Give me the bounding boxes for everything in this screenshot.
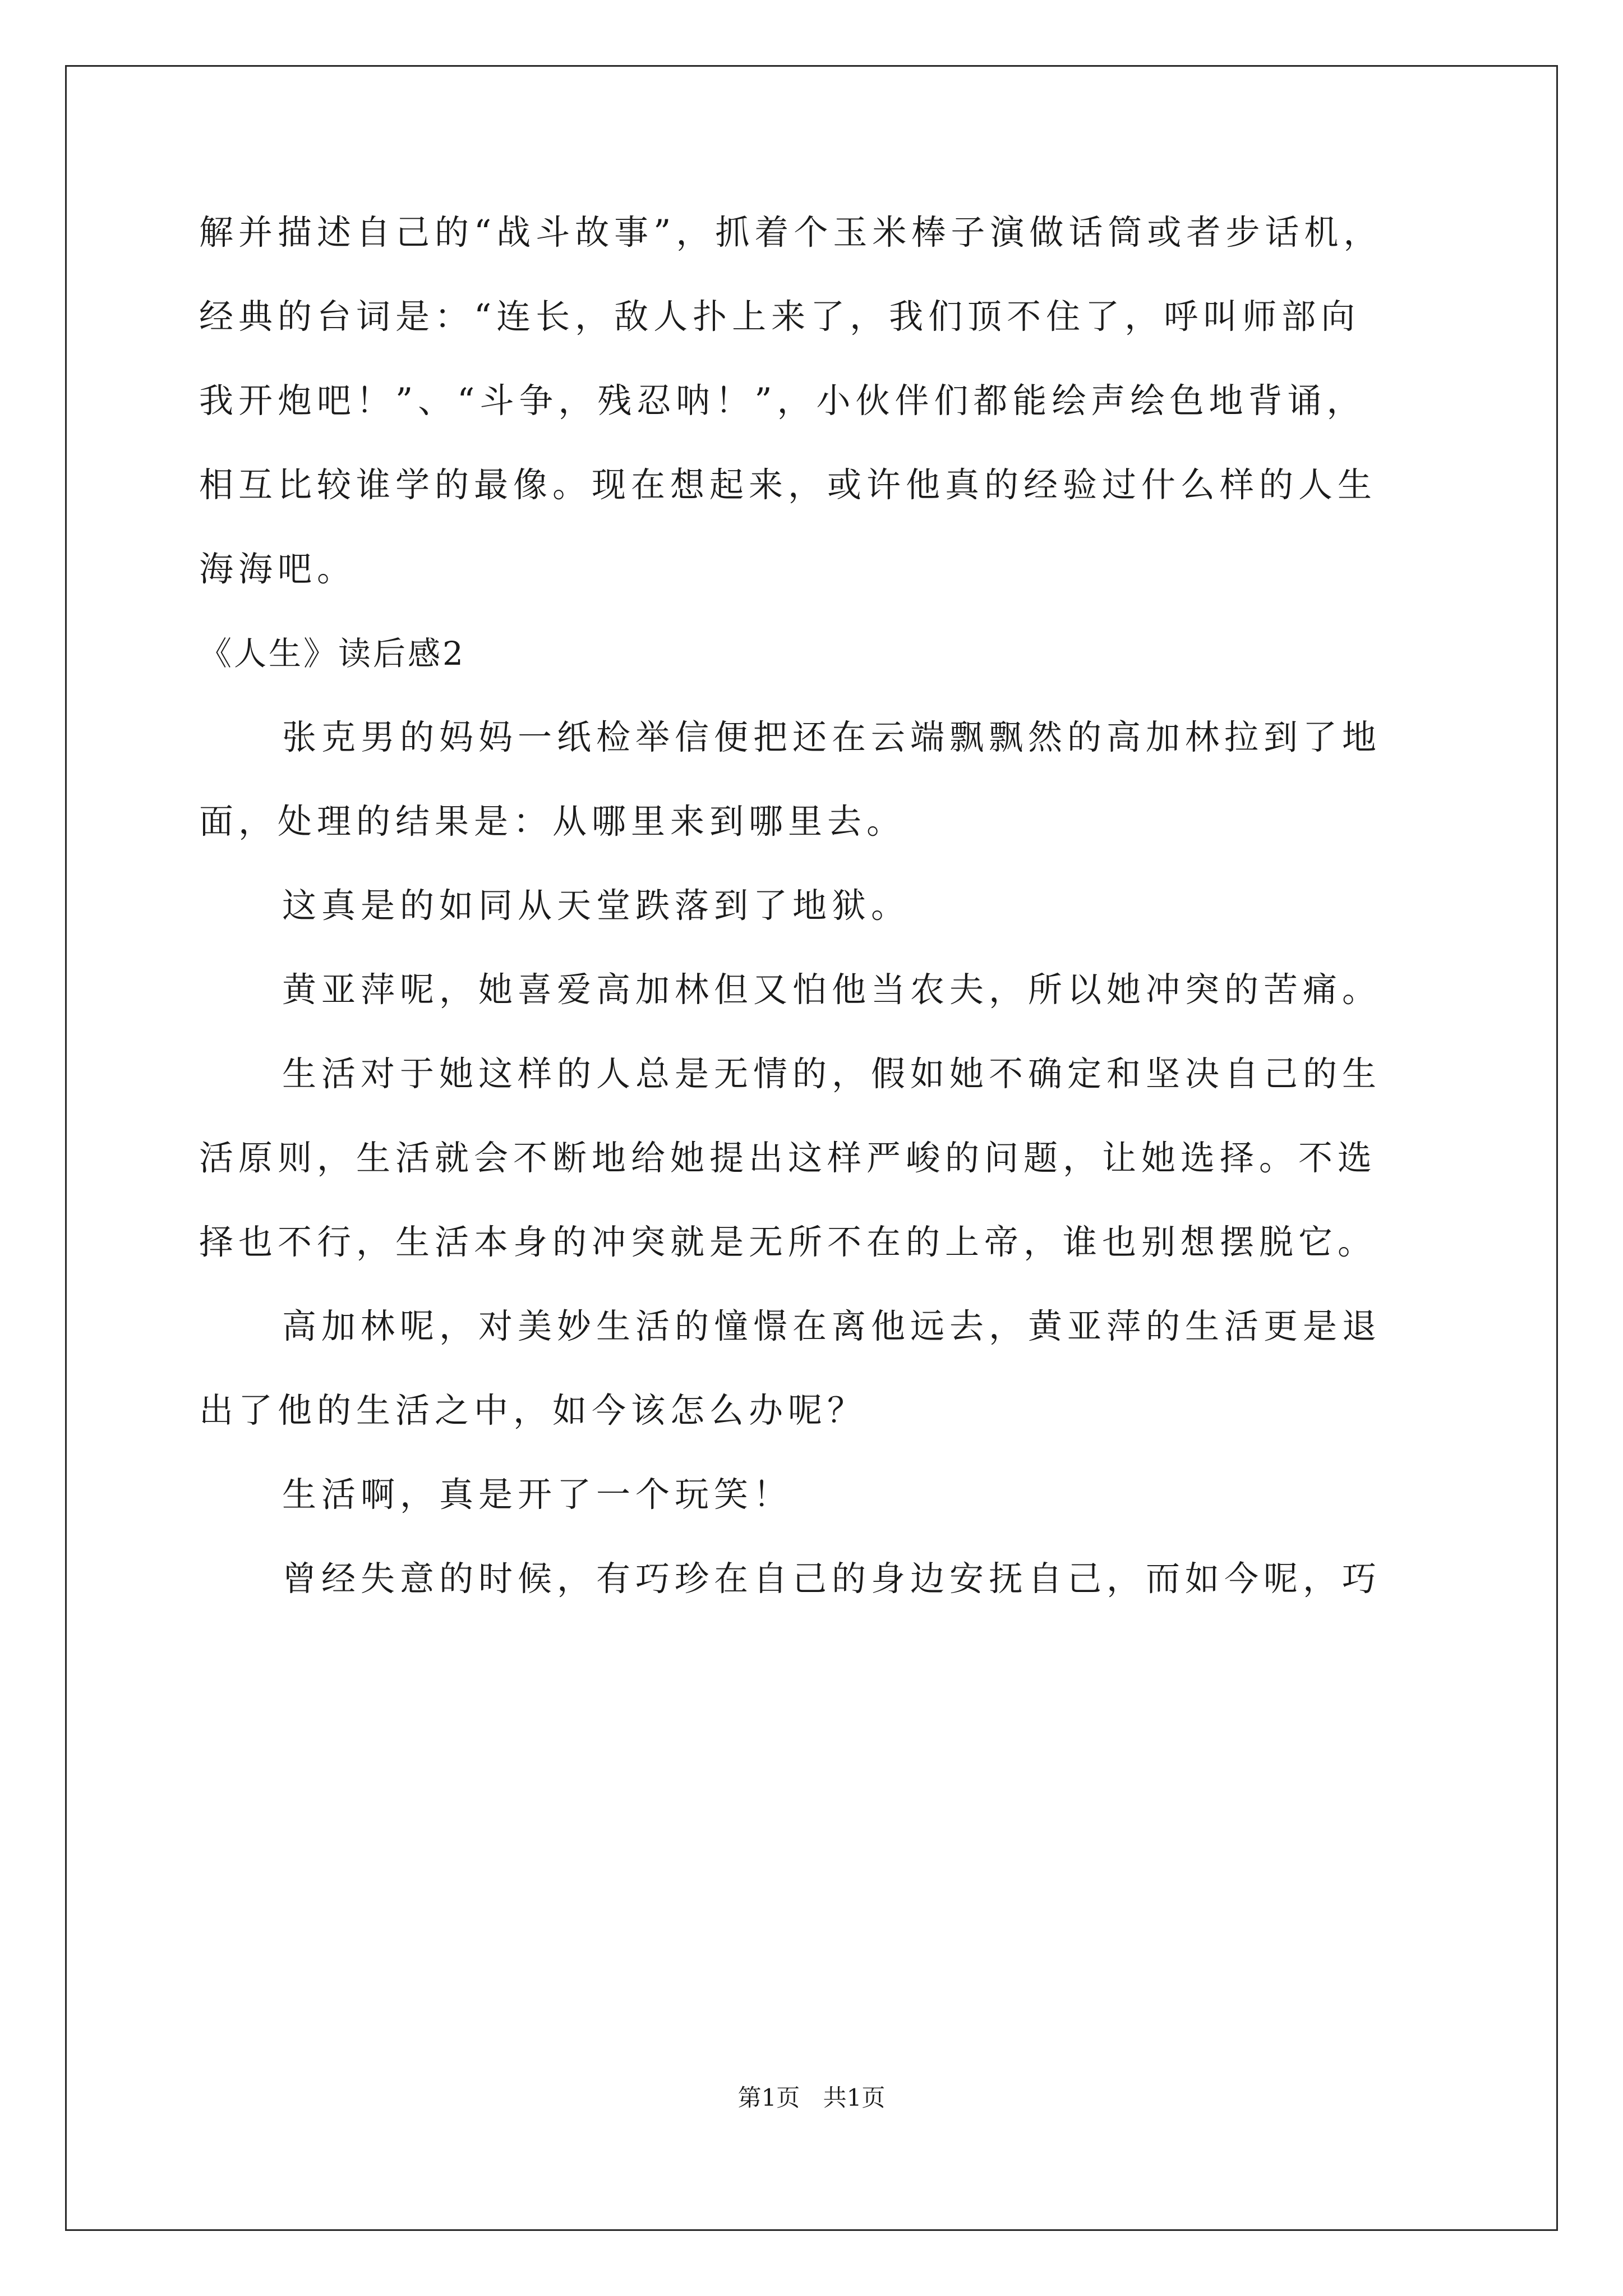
paragraph-continuation <box>199 191 1444 611</box>
text-line: 经典的台词是：“连长，敌人扑上来了，我们顶不住了，呼叫师部向 <box>199 297 1361 337</box>
page-number-current: 第1页 <box>737 2084 800 2111</box>
text-line: 相互比较谁学的最像。现在想起来，或许他真的经验过什么样的人生 <box>199 465 1377 505</box>
text-line: 生活啊，真是开了一个玩笑！ <box>282 1475 793 1515</box>
text-line: 海海吧。 <box>199 549 357 589</box>
text-line: 这真是的如同从天堂跌落到了地狱。 <box>282 886 911 926</box>
page-number-total: 共1页 <box>823 2084 886 2111</box>
text-line: 择也不行，生活本身的冲突就是无所不在的上帝，谁也别想摆脱它。 <box>199 1222 1377 1262</box>
text-line: 解并描述自己的“战斗故事”，抓着个玉米棒子演做话筒或者步话机， <box>199 213 1383 252</box>
text-line: 高加林呢，对美妙生活的憧憬在离他远去，黄亚萍的生活更是退 <box>282 1306 1382 1346</box>
section-heading: 《人生》读后感2 <box>199 634 465 673</box>
page-footer <box>0 2081 1623 2115</box>
paragraph <box>199 696 1444 864</box>
text-line: 我开炮吧！”、“斗争，残忍呐！”，小伙伴们都能绘声绘色地背诵， <box>199 381 1366 421</box>
text-line: 面，处理的结果是：从哪里来到哪里去。 <box>199 802 906 841</box>
paragraph <box>199 1453 1444 1537</box>
text-line: 张克男的妈妈一纸检举信便把还在云端飘飘然的高加林拉到了地 <box>282 717 1382 757</box>
text-line: 活原则，生活就会不断地给她提出这样严峻的问题，让她选择。不选 <box>199 1138 1377 1178</box>
paragraph <box>199 948 1444 1032</box>
paragraph <box>199 864 1444 948</box>
paragraph <box>199 1285 1444 1453</box>
paragraph <box>199 1537 1444 1621</box>
document-body <box>199 191 1444 1621</box>
text-line: 黄亚萍呢，她喜爱高加林但又怕他当农夫，所以她冲突的苦痛。 <box>282 970 1382 1010</box>
text-line: 曾经失意的时候，有巧珍在自己的身边安抚自己，而如今呢，巧 <box>282 1559 1382 1599</box>
text-line: 生活对于她这样的人总是无情的，假如她不确定和坚决自己的生 <box>282 1054 1382 1094</box>
paragraph <box>199 1032 1444 1285</box>
text-line: 出了他的生活之中，如今该怎么办呢？ <box>199 1391 867 1430</box>
